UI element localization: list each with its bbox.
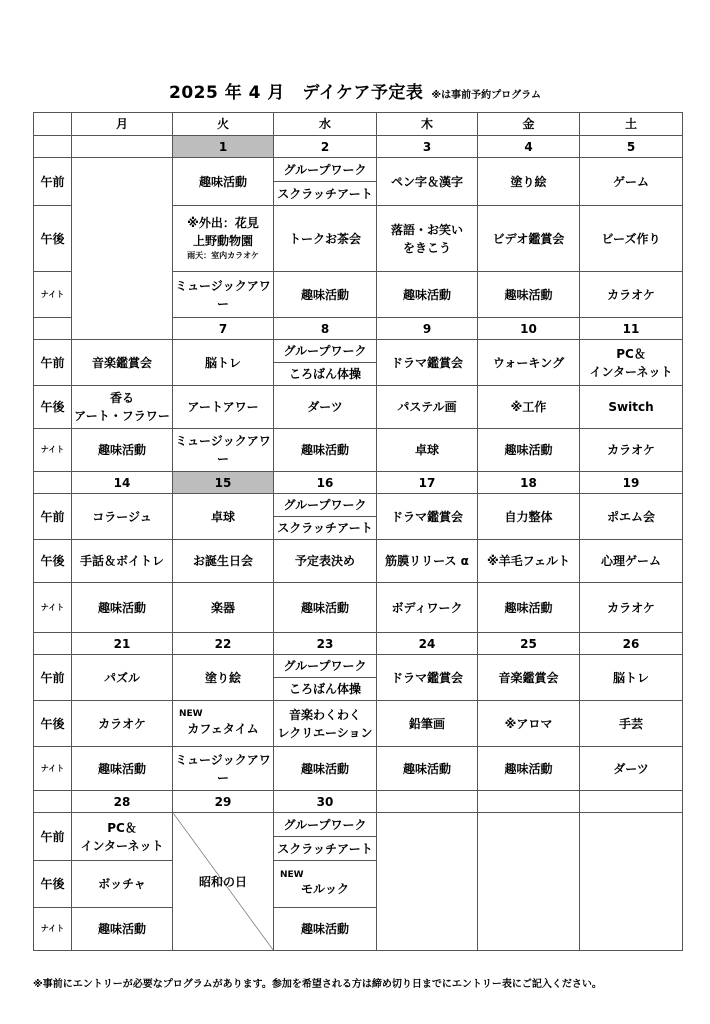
date-cell: 16 xyxy=(274,472,377,494)
program-cell: 趣味活動 xyxy=(274,429,377,472)
program-cell: 趣味活動 xyxy=(72,429,173,472)
program-cell: お誕生日会 xyxy=(173,540,274,583)
program-cell: 楽器 xyxy=(173,583,274,633)
program-cell: ダーツ xyxy=(274,386,377,429)
program-cell: ミュージックアワー xyxy=(173,429,274,472)
program-cell: ペン字＆漢字 xyxy=(377,158,478,206)
date-cell: 26 xyxy=(580,633,683,655)
program-cell: 自力整体 xyxy=(478,494,580,540)
program-cell: 手芸 xyxy=(580,701,683,747)
program-cell: ドラマ鑑賞会 xyxy=(377,655,478,701)
row-label-pm: 午後 xyxy=(34,701,72,747)
program-cell: グループワーク xyxy=(274,655,377,678)
program-cell: 趣味活動 xyxy=(274,583,377,633)
program-cell: ※工作 xyxy=(478,386,580,429)
date-cell: 14 xyxy=(72,472,173,494)
program-cell: ダーツ xyxy=(580,747,683,791)
program-cell: ポエム会 xyxy=(580,494,683,540)
date-cell: 11 xyxy=(580,318,683,340)
date-cell-empty xyxy=(72,136,173,158)
program-cell: 趣味活動 xyxy=(72,908,173,951)
program-cell: 脳トレ xyxy=(580,655,683,701)
program-cell: 香る アート・フラワー xyxy=(72,386,173,429)
program-cell: ボディワーク xyxy=(377,583,478,633)
program-cell: パステル画 xyxy=(377,386,478,429)
program-cell: カラオケ xyxy=(72,701,173,747)
date-cell: 7 xyxy=(173,318,274,340)
date-row xyxy=(34,791,683,813)
program-cell: アートアワー xyxy=(173,386,274,429)
page-title xyxy=(0,78,710,103)
program-cell: PC＆ インターネット xyxy=(580,340,683,386)
date-cell: 8 xyxy=(274,318,377,340)
program-cell: トークお茶会 xyxy=(274,206,377,272)
row-label-night: ナイト xyxy=(34,272,72,318)
program-cell: ※羊毛フェルト xyxy=(478,540,580,583)
weekday-mon: 月 xyxy=(72,113,173,136)
date-cell: 22 xyxy=(173,633,274,655)
program-cell: 落語・お笑い をきこう xyxy=(377,206,478,272)
row-label-pm: 午後 xyxy=(34,540,72,583)
date-cell: 19 xyxy=(580,472,683,494)
date-cell: 2 xyxy=(274,136,377,158)
program-cell: ※外出：花見 上野動物園 雨天：室内カラオケ xyxy=(173,206,274,272)
date-cell: 4 xyxy=(478,136,580,158)
program-cell: ゲーム xyxy=(580,158,683,206)
program-cell: 塗り絵 xyxy=(173,655,274,701)
row-label-pm: 午後 xyxy=(34,861,72,908)
program-cell: 心理ゲーム xyxy=(580,540,683,583)
date-cell: 24 xyxy=(377,633,478,655)
program-cell: 予定表決め xyxy=(274,540,377,583)
program-cell: Switch xyxy=(580,386,683,429)
program-cell: 趣味活動 xyxy=(478,583,580,633)
date-cell: 28 xyxy=(72,791,173,813)
date-cell: 17 xyxy=(377,472,478,494)
program-cell: スクラッチアート xyxy=(274,837,377,861)
program-cell: 趣味活動 xyxy=(377,747,478,791)
program-cell: 音楽鑑賞会 xyxy=(478,655,580,701)
program-cell: グループワーク xyxy=(274,158,377,182)
new-badge: NEW xyxy=(179,709,203,720)
program-cell: 趣味活動 xyxy=(274,747,377,791)
date-cell: 15 xyxy=(173,472,274,494)
reservation-note: ※は事前予約プログラム xyxy=(431,90,541,101)
empty-cell xyxy=(72,158,173,340)
program-cell: 趣味活動 xyxy=(478,747,580,791)
holiday-cell: 昭和の日 xyxy=(173,813,274,951)
row-label-am: 午前 xyxy=(34,158,72,206)
program-cell: コラージュ xyxy=(72,494,173,540)
weekday-wed: 水 xyxy=(274,113,377,136)
program-cell: ※アロマ xyxy=(478,701,580,747)
row-label-am: 午前 xyxy=(34,813,72,861)
weekday-tue: 火 xyxy=(173,113,274,136)
program-cell: カラオケ xyxy=(580,272,683,318)
program-cell: グループワーク xyxy=(274,494,377,517)
row-label-am: 午前 xyxy=(34,494,72,540)
program-cell: ドラマ鑑賞会 xyxy=(377,494,478,540)
row-label-pm: 午後 xyxy=(34,386,72,429)
weekday-thu: 木 xyxy=(377,113,478,136)
program-cell: 趣味活動 xyxy=(72,747,173,791)
weekday-fri: 金 xyxy=(478,113,580,136)
program-cell: ビデオ鑑賞会 xyxy=(478,206,580,272)
program-cell: ミュージックアワー xyxy=(173,272,274,318)
program-cell: ドラマ鑑賞会 xyxy=(377,340,478,386)
program-cell: 趣味活動 xyxy=(478,272,580,318)
date-cell: 21 xyxy=(72,633,173,655)
program-cell: 趣味活動 xyxy=(274,908,377,951)
program-cell: ころばん体操 xyxy=(274,363,377,386)
program-cell: 音楽鑑賞会 xyxy=(72,340,173,386)
row-label-am: 午前 xyxy=(34,340,72,386)
date-cell: 18 xyxy=(478,472,580,494)
schedule-title: 2025 年 4 月 デイケア予定表 xyxy=(169,83,424,103)
new-badge: NEW xyxy=(280,869,304,880)
row-label-night: ナイト xyxy=(34,429,72,472)
program-cell: 塗り絵 xyxy=(478,158,580,206)
row-label-am: 午前 xyxy=(34,655,72,701)
program-cell: PC＆ インターネット xyxy=(72,813,173,861)
program-cell: 手話＆ボイトレ xyxy=(72,540,173,583)
footer-note: ※事前にエントリーが必要なプログラムがあります。参加を希望される方は締め切り日までにエントリー表にご記入ください。 xyxy=(33,979,602,990)
date-cell: 10 xyxy=(478,318,580,340)
corner-cell xyxy=(34,113,72,136)
weekday-sat: 土 xyxy=(580,113,683,136)
program-cell: カラオケ xyxy=(580,583,683,633)
row-label-night: ナイト xyxy=(34,747,72,791)
date-cell: 9 xyxy=(377,318,478,340)
date-cell: 5 xyxy=(580,136,683,158)
row-label-night: ナイト xyxy=(34,583,72,633)
date-cell-empty xyxy=(377,791,478,813)
date-cell: 25 xyxy=(478,633,580,655)
program-cell: 卓球 xyxy=(173,494,274,540)
schedule-table xyxy=(33,112,683,951)
date-cell-empty xyxy=(478,791,580,813)
date-cell: 29 xyxy=(173,791,274,813)
date-row xyxy=(34,633,683,655)
program-cell: ウォーキング xyxy=(478,340,580,386)
program-cell: NEW カフェタイム xyxy=(173,701,274,747)
program-cell: ビーズ作り xyxy=(580,206,683,272)
program-cell: 趣味活動 xyxy=(377,272,478,318)
program-cell: ミュージックアワー xyxy=(173,747,274,791)
row-label-night: ナイト xyxy=(34,908,72,951)
program-cell: 趣味活動 xyxy=(274,272,377,318)
program-cell: グループワーク xyxy=(274,340,377,363)
program-cell: パズル xyxy=(72,655,173,701)
program-cell: NEW モルック xyxy=(274,861,377,908)
date-cell: 1 xyxy=(173,136,274,158)
program-cell: 筋膜リリース α xyxy=(377,540,478,583)
date-cell: 3 xyxy=(377,136,478,158)
program-cell: スクラッチアート xyxy=(274,182,377,206)
program-cell: 脳トレ xyxy=(173,340,274,386)
program-cell: 趣味活動 xyxy=(478,429,580,472)
program-cell: ころばん体操 xyxy=(274,678,377,701)
program-cell: スクラッチアート xyxy=(274,517,377,540)
date-cell-empty xyxy=(580,791,683,813)
program-cell: グループワーク xyxy=(274,813,377,837)
empty-cell xyxy=(580,813,683,951)
program-cell: 趣味活動 xyxy=(173,158,274,206)
date-row xyxy=(34,136,683,158)
program-cell: 鉛筆画 xyxy=(377,701,478,747)
date-row xyxy=(34,472,683,494)
row-label-pm: 午後 xyxy=(34,206,72,272)
date-cell: 23 xyxy=(274,633,377,655)
program-cell: 音楽わくわく レクリエーション xyxy=(274,701,377,747)
program-cell: 卓球 xyxy=(377,429,478,472)
program-cell: 趣味活動 xyxy=(72,583,173,633)
program-cell: カラオケ xyxy=(580,429,683,472)
program-cell: ボッチャ xyxy=(72,861,173,908)
empty-cell xyxy=(377,813,478,951)
weekday-header-row xyxy=(34,113,683,136)
empty-cell xyxy=(478,813,580,951)
date-cell: 30 xyxy=(274,791,377,813)
